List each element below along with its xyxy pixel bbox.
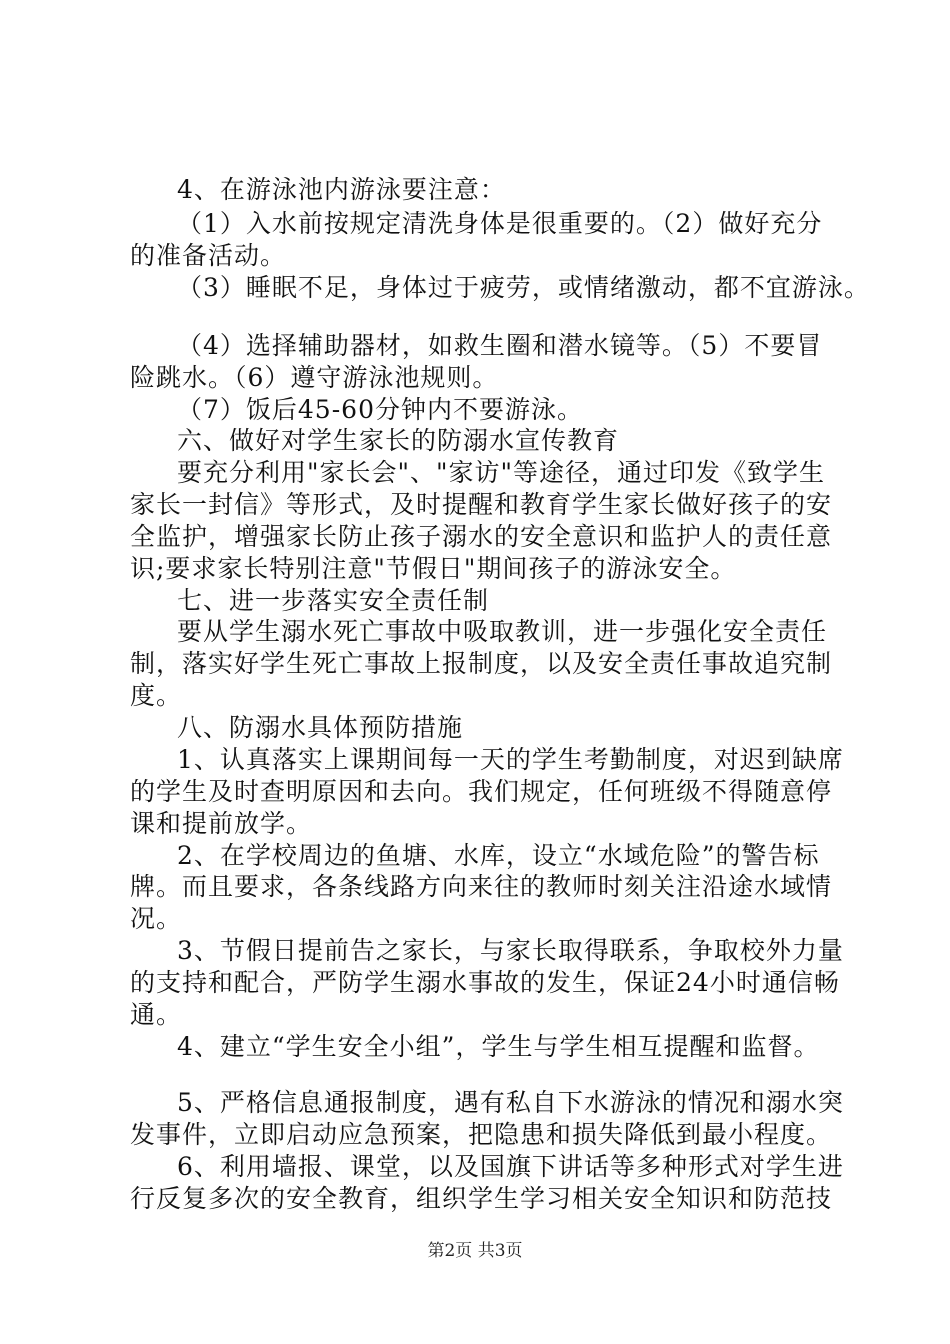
- text-line: 4、在游泳池内游泳要注意：: [177, 175, 506, 204]
- text-line: 况。: [130, 904, 183, 933]
- text-line: 识;要求家长特别注意"节假日"期间孩子的游泳安全。: [130, 554, 737, 583]
- text-line: 发事件，立即启动应急预案，把隐患和损失降低到最小程度。: [130, 1120, 833, 1149]
- text-line: 度。: [130, 681, 183, 710]
- page-number: 第2页 共3页: [427, 1241, 523, 1261]
- section-heading: 八、防溺水具体预防措施: [177, 713, 464, 742]
- text-line: 课和提前放学。: [130, 809, 313, 838]
- text-line: （4）选择辅助器材，如救生圈和潜水镜等。（5）不要冒: [177, 331, 823, 360]
- text-line: 家长一封信》等形式，及时提醒和教育学生家长做好孩子的安: [130, 490, 833, 519]
- text-line: （3）睡眠不足，身体过于疲劳，或情绪激动，都不宜游泳。: [177, 273, 870, 302]
- text-line: 通。: [130, 1000, 183, 1029]
- text-line: 牌。而且要求，各条线路方向来往的教师时刻关注沿途水域情: [130, 872, 833, 901]
- text-line: 要从学生溺水死亡事故中吸取教训，进一步强化安全责任: [177, 617, 828, 646]
- text-line: 4、建立“学生安全小组”，学生与学生相互提醒和监督。: [177, 1032, 820, 1061]
- text-line: 要充分利用"家长会"、"家访"等途径，通过印发《致学生: [177, 458, 825, 487]
- text-line: 行反复多次的安全教育，组织学生学习相关安全知识和防范技: [130, 1184, 833, 1213]
- text-line: 3、节假日提前告之家长，与家长取得联系，争取校外力量: [177, 936, 844, 965]
- text-line: 2、在学校周边的鱼塘、水库，设立“水域危险”的警告标: [177, 841, 820, 870]
- text-line: （1）入水前按规定清洗身体是很重要的。（2）做好充分: [177, 209, 823, 238]
- text-line: 全监护，增强家长防止孩子溺水的安全意识和监护人的责任意: [130, 522, 833, 551]
- text-line: 5、严格信息通报制度，遇有私自下水游泳的情况和溺水突: [177, 1088, 844, 1117]
- text-line: 险跳水。（6）遵守游泳池规则。: [130, 363, 499, 392]
- section-heading: 六、做好对学生家长的防溺水宣传教育: [177, 426, 620, 455]
- text-line: 的支持和配合，严防学生溺水事故的发生，保证24小时通信畅: [130, 968, 840, 997]
- text-line: 的学生及时查明原因和去向。我们规定，任何班级不得随意停: [130, 777, 833, 806]
- text-line: 1、认真落实上课期间每一天的学生考勤制度，对迟到缺席: [177, 745, 844, 774]
- section-heading: 七、进一步落实安全责任制: [177, 586, 490, 615]
- text-line: 6、利用墙报、课堂，以及国旗下讲话等多种形式对学生进: [177, 1152, 844, 1181]
- text-line: 制，落实好学生死亡事故上报制度，以及安全责任事故追究制: [130, 649, 833, 678]
- text-line: （7）饭后45-60分钟内不要游泳。: [177, 395, 583, 424]
- text-line: 的准备活动。: [130, 241, 287, 270]
